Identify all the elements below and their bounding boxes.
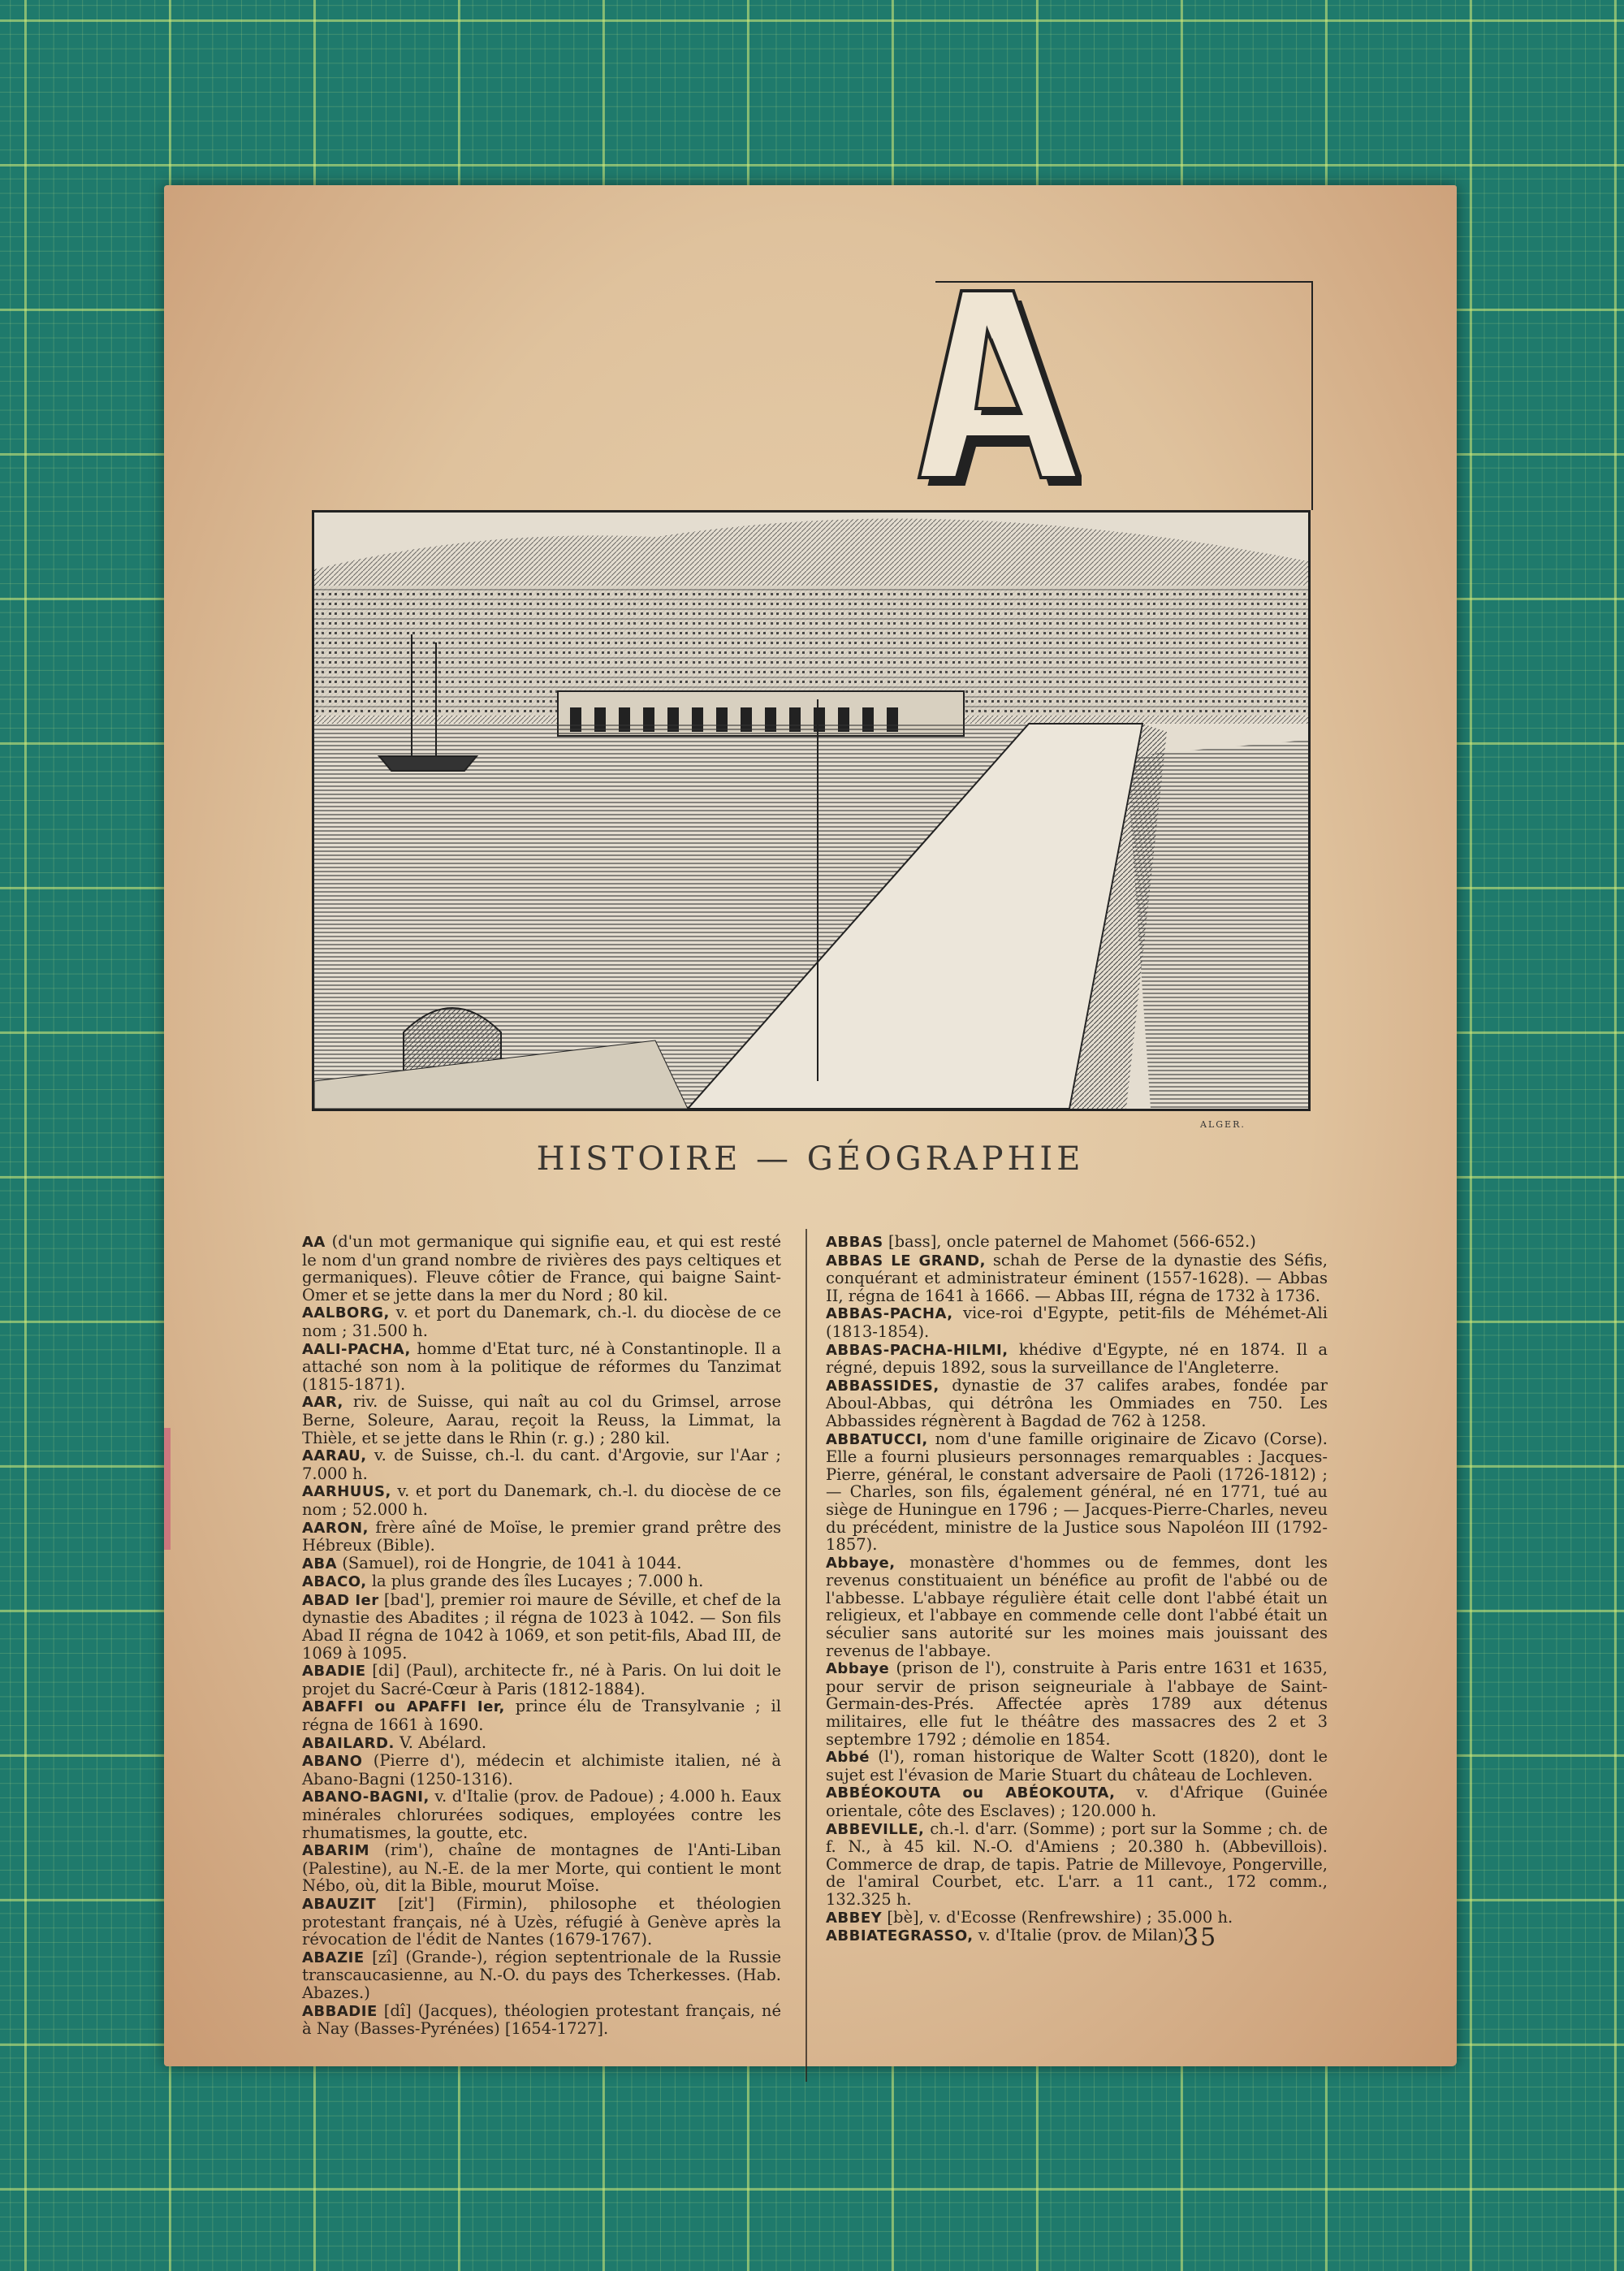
entry-head: ABBAS LE GRAND, <box>826 1252 986 1270</box>
entry-text: la plus grande des îles Lucayes ; 7.000 h. <box>366 1572 704 1591</box>
drop-cap-letter <box>911 275 1082 486</box>
entry-text: v. d'Italie (prov. de Milan), <box>973 1926 1190 1945</box>
entry-head: ABANO <box>302 1753 363 1771</box>
entry-text: [dî] (Jacques), théologien protestant français, né à Nay (Basses-Pyrénées) [1654-1727]. <box>302 2001 781 2039</box>
entry-head: ABBATUCCI, <box>826 1430 928 1448</box>
entry-head: AAR, <box>302 1394 343 1412</box>
entry-head: AALBORG, <box>302 1304 390 1322</box>
entry <box>302 1788 781 1841</box>
entry <box>826 1377 1328 1430</box>
entry-head: ABBAS <box>826 1234 883 1251</box>
entry <box>826 1304 1328 1340</box>
entry <box>302 1233 781 1304</box>
entry-head: ABAD Ier <box>302 1591 379 1609</box>
section-title: HISTOIRE — GÉOGRAPHIE <box>536 1140 1085 1178</box>
entry <box>826 1252 1328 1305</box>
entry-head: AA <box>302 1234 326 1251</box>
entry-text: dynastie de 37 califes arabes, fondée par Aboul-Abbas, qui détrôna les Ommiades en 750. Les Abbassides régnèrent à Bagdad de 762 à 1258. <box>826 1375 1328 1430</box>
entry <box>302 1304 781 1339</box>
right-column <box>826 1233 1328 1945</box>
entry <box>302 1698 781 1733</box>
entry-text: v. d'Afrique (Guinée orientale, côte des Esclaves) ; 120.000 h. <box>826 1783 1328 1820</box>
entry-text: khédive d'Egypte, né en 1874. Il a régné, depuis 1892, sous la surveillance de l'Angleterre. <box>826 1339 1328 1378</box>
entry <box>826 1784 1328 1819</box>
entry-head: Abbé <box>826 1749 870 1767</box>
entry <box>302 1734 781 1753</box>
entry-head: ABBEY <box>826 1909 883 1927</box>
entry-text: nom d'une famille originaire de Zicavo (Corse). Elle a fourni plusieurs personnages remarquables : Jacques-Pierre, général, le constant adversaire de Paoli (1726-1812) ; — Charles, son fils, également général, né en 1771, tué au siège de Huningue en 1796 ; — Jacques-Pierre-Charles, neveu du précédent, ministre de la Justice sous Napoléon III (1792-1857). <box>826 1429 1328 1555</box>
entry-head: AALI-PACHA, <box>302 1340 411 1358</box>
entry-head: ABBASSIDES, <box>826 1377 939 1395</box>
entry <box>302 1447 781 1482</box>
entry-head: ABAILARD. <box>302 1734 395 1752</box>
entry <box>302 1895 781 1949</box>
entry-text: (l'), roman historique de Walter Scott (1820), dont le sujet est l'évasion de Marie Stuart du château de Lochleven. <box>826 1747 1328 1784</box>
entry <box>302 1662 781 1698</box>
entry-head: ABANO-BAGNI, <box>302 1789 430 1806</box>
entry <box>302 2002 781 2038</box>
column-divider <box>806 1229 807 2082</box>
entry-text: [bass], oncle paternel de Mahomet (566-652.) <box>883 1232 1256 1251</box>
entry <box>302 1572 781 1591</box>
entry <box>826 1233 1328 1252</box>
entry-text: (prison de l'), construite à Paris entre 1631 et 1635, pour servir de prison seigneuriale à l'abbaye de Saint-Germain-des-Prés. Affectée après 1789 aux détenus militaires, elle fut le théâtre des massacres des 2 et 3 septembre 1792 ; démolie en 1854. <box>826 1659 1328 1749</box>
engraving-alger <box>312 510 1311 1111</box>
entry <box>826 1927 1328 1945</box>
entry <box>826 1748 1328 1784</box>
entry-head: ABAUZIT <box>302 1895 377 1913</box>
entry <box>826 1430 1328 1554</box>
entry-head: AARAU, <box>302 1447 367 1465</box>
dictionary-page <box>164 185 1457 2066</box>
entry-head: ABBIATEGRASSO, <box>826 1927 974 1945</box>
entry-head: ABBÉOKOUTA ou ABÉOKOUTA, <box>826 1784 1116 1802</box>
entry <box>826 1341 1328 1377</box>
entry-head: Abbaye, <box>826 1554 896 1572</box>
harbor-scene <box>314 513 1308 1109</box>
entry <box>302 1482 781 1518</box>
entry <box>302 1393 781 1447</box>
entry <box>826 1554 1328 1660</box>
entry-head: ABAZIE <box>302 1949 365 1966</box>
entry-head: AARON, <box>302 1519 369 1537</box>
entry-text: monastère d'hommes ou de femmes, dont les revenus constituaient un bénéfice au profit de l'abbé ou de l'abbesse. L'abbaye régulière était celle dont l'abbé était un religieux, et l'abbaye en commende celle dont l'abbé était un séculier sans autorité sur les moines mais jouissant des revenus de l'abbaye. <box>826 1552 1328 1660</box>
frame-line-right <box>1311 281 1313 510</box>
entry-head: ABARIM <box>302 1842 370 1860</box>
entry-text: v. et port du Danemark, ch.-l. du diocèse de ce nom ; 52.000 h. <box>302 1482 781 1519</box>
entry-text: (d'un mot germanique qui signifie eau, et qui est resté le nom d'un grand nombre de rivières des pays celtiques et germaniques). Fleuve côtier de France, qui baigne Saint-Omer et se jette dans la mer du Nord ; 80 kil. <box>302 1232 781 1304</box>
entry-head: ABBAS-PACHA-HILMI, <box>826 1341 1009 1359</box>
entry-text: vice-roi d'Egypte, petit-fils de Méhémet-Ali (1813-1854). <box>826 1304 1328 1341</box>
entry <box>302 1752 781 1788</box>
entry-text: (Pierre d'), médecin et alchimiste italien, né à Abano-Bagni (1250-1316). <box>302 1751 781 1789</box>
entry-head: AARHUUS, <box>302 1483 391 1501</box>
entry-text: [zî] (Grande-), région septentrionale de la Russie transcaucasienne, au N.-O. du pays des Tcherkesses. (Hab. Abazes.) <box>302 1947 781 2002</box>
entry <box>302 1555 781 1573</box>
entry-text: [bè], v. d'Ecosse (Renfrewshire) ; 35.000 h. <box>882 1907 1233 1927</box>
entry-head: ABBEVILLE, <box>826 1820 925 1838</box>
entry-head: ABBADIE <box>302 2002 378 2020</box>
entry-text: ch.-l. d'arr. (Somme) ; port sur la Somme ; ch. de f. N., à 45 kil. N.-O. d'Amiens ; 20.380 h. (Abbevillois). Commerce de drap, de tapis. Patrie de Millevoye, Pongerville, de l'amiral Courbet, etc. L'arr. a 11 cant., 172 comm., 132.325 h. <box>826 1819 1328 1909</box>
entry-text: frère aîné de Moïse, le premier grand prêtre des Hébreux (Bible). <box>302 1517 781 1555</box>
entry <box>302 1340 781 1394</box>
entry <box>302 1591 781 1662</box>
entry <box>826 1909 1328 1927</box>
entry <box>302 1841 781 1895</box>
entry-head: ABBAS-PACHA, <box>826 1305 953 1323</box>
entry <box>826 1820 1328 1909</box>
entry-text: [di] (Paul), architecte fr., né à Paris. On lui doit le projet du Sacré-Cœur à Paris (1812-1884). <box>302 1661 781 1698</box>
entry-text: [bad'], premier roi maure de Séville, et chef de la dynastie des Abadites ; il régna de 1023 à 1042. — Son fils Abad II régna de 1042 à 1069, et son petit-fils, Abad III, de 1069 à 1095. <box>302 1590 781 1663</box>
entry-head: ABADIE <box>302 1663 366 1681</box>
illustration-caption: ALGER. <box>1200 1119 1246 1130</box>
entry-text: riv. de Suisse, qui naît au col du Grimsel, arrose Berne, Soleure, Aarau, reçoit la Reuss, la Limmat, la Thièle, et se jette dans le Rhin (r. g.) ; 280 kil. <box>302 1392 781 1447</box>
entry <box>302 1949 781 2002</box>
entry-text: v. de Suisse, ch.-l. du cant. d'Argovie, sur l'Aar ; 7.000 h. <box>302 1446 781 1483</box>
entry-text: (Samuel), roi de Hongrie, de 1041 à 1044. <box>337 1553 682 1572</box>
entry-text: V. Abélard. <box>394 1732 487 1752</box>
entry-head: ABAFFI ou APAFFI Ier, <box>302 1698 505 1716</box>
entry-text: v. et port du Danemark, ch.-l. du diocèse de ce nom ; 31.500 h. <box>302 1303 781 1340</box>
entry-head: ABACO, <box>302 1573 367 1591</box>
entry-text: schah de Perse de la dynastie des Séfis, conquérant et administrateur éminent (1557-1628). — Abbas II, régna de 1641 à 1666. — Abbas III, régna de 1732 à 1736. <box>826 1250 1328 1305</box>
entry-text: v. d'Italie (prov. de Padoue) ; 4.000 h. Eaux minérales chlorurées sodiques, employées contre les rhumatismes, la goutte, etc. <box>302 1787 781 1842</box>
page-number: 35 <box>1183 1923 1218 1952</box>
entry-text: homme d'Etat turc, né à Constantinople. Il a attaché son nom à la politique de réformes du Tanzimat (1815-1871). <box>302 1339 781 1394</box>
entry-text: prince élu de Transylvanie ; il régna de 1661 à 1690. <box>302 1697 781 1735</box>
entry-head: ABA <box>302 1555 338 1572</box>
ink-stain <box>164 1428 171 1550</box>
entry <box>302 1519 781 1555</box>
entry-text: (rim'), chaîne de montagnes de l'Anti-Liban (Palestine), au N.-E. de la mer Morte, qui contient le mont Nébo, où, dit la Bible, mourut Moïse. <box>302 1841 781 1896</box>
entry-head: Abbaye <box>826 1660 890 1678</box>
left-column <box>302 1233 781 2038</box>
entry <box>826 1659 1328 1748</box>
entry-text: [zit'] (Firmin), philosophe et théologien protestant français, né à Uzès, réfugié à Genève après la révocation de l'édit de Nantes (1679-1767). <box>302 1893 781 1949</box>
